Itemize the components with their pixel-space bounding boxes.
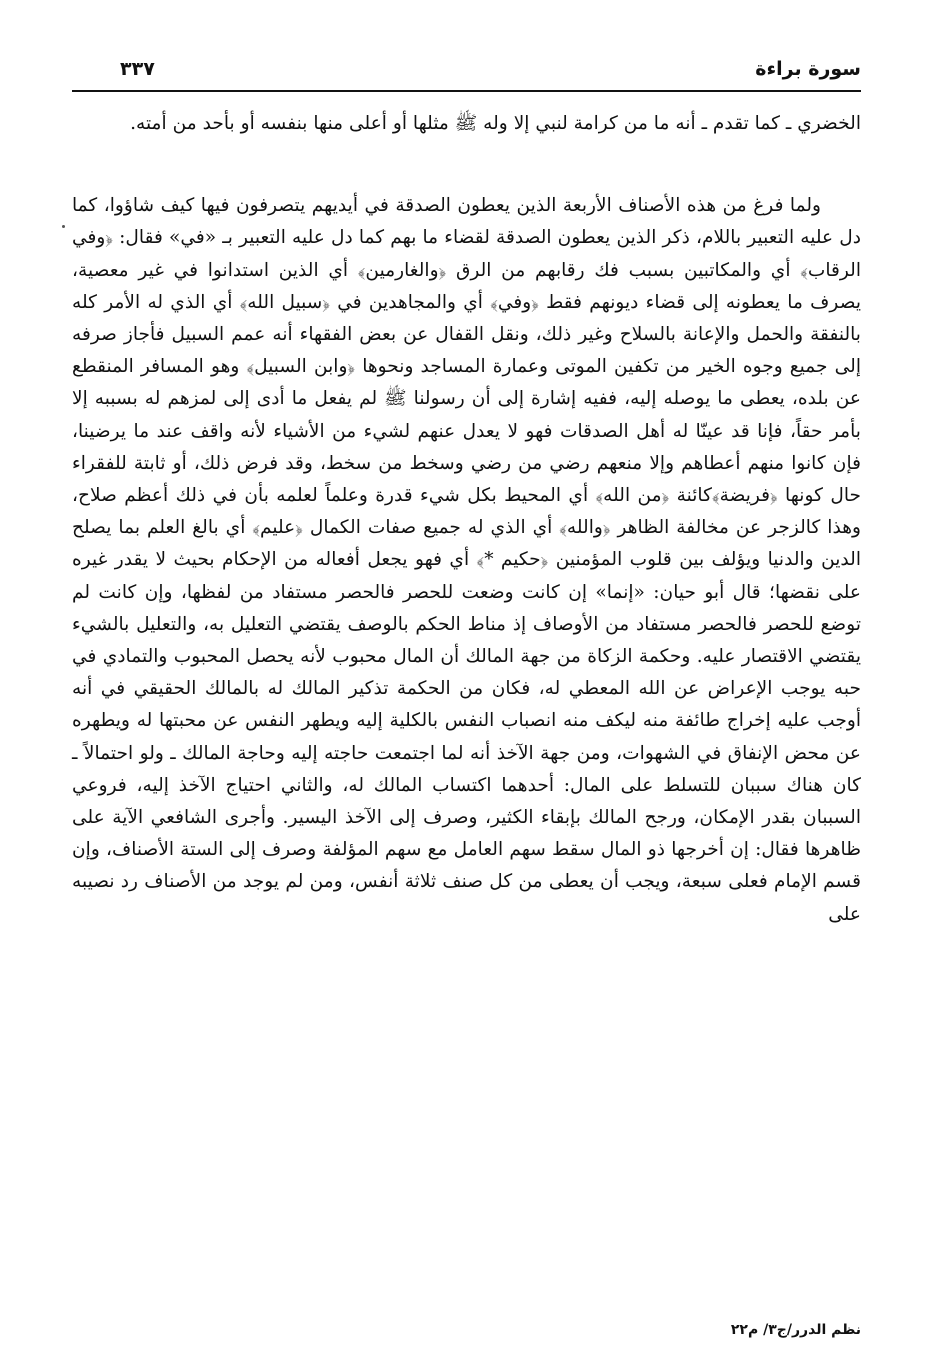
paragraph-2: ولما فرغ من هذه الأصناف الأربعة الذين يعطون الصدقة في أيديهم يتصرفون فيها كيف شاؤوا، كما دل عليه التعبير باللام، ذكر الذين يعطون الصدقة لقضاء ما بهم كما دل عليه التعبير بـ «في» فقال: ﴿وفي الرقاب﴾ أي والمكاتبين بسبب فك رقابهم من الرق ﴿والغارمين﴾ أي الذين استدانوا في غير معصية، يصرف ما يعطونه إلى قضاء ديونهم فقط ﴿وفي﴾ أي والمجاهدين في ﴿سبيل الله﴾ أي الذي له الأمر كله بالنفقة والحمل والإعانة بالسلاح وغير ذلك، ونقل القفال عن بعض الفقهاء أنه عمم السبيل فأجاز صرفه إلى جميع وجوه الخير من تكفين الموتى وعمارة المساجد ونحوها ﴿وابن السبيل﴾ وهو المسافر المنقطع عن بلده، يعطى ما يوصله إليه، ففيه إشارة إلى أن رسولنا ﷺ لم يفعل ما أدى إلى لمزهم له بسببه إلا بأمر حقاً، فإنا قد عينّا له أهل الصدقات فهو لا يعدل عنهم لشيء من الأشياء لأنه واقف عند ما يرضينا، فإن كانوا منهم أعطاهم وإلا منعهم رضي من رضي وسخط من سخط، وقد فرض ذلك، أو ثابتة للفقراء حال كونها ﴿فريضة﴾كائنة ﴿من الله﴾ أي المحيط بكل شيء قدرة وعلماً لعلمه بأن في ذلك أعظم صلاح، وهذا كالزجر عن مخالفة الظاهر ﴿والله﴾ أي الذي له جميع صفات الكمال ﴿عليم﴾ أي بالغ العلم بما يصلح الدين والدنيا ويؤلف بين قلوب المؤمنين ﴿حكيم *﴾ أي فهو يجعل أفعاله من الإحكام بحيث لا يقدر غيره على نقضها؛ قال أبو حيان: «إنما» إن كانت وضعت للحصر فالحصر مستفاد من لفظها، وإن كانت لم توضع للحصر فالحصر مستفاد من الأوصاف إذ مناط الحكم بالوصف يقتضي التعليل به، والتعليل بالشيء يقتضي الاقتصار عليه. وحكمة الزكاة من جهة المالك أن المال محبوب لأنه يحصل المحبوب والتمادي في حبه يوجب الإعراض عن الله المعطي له، فكان من الحكمة تذكير المالك له بالمالك الحقيقي في أنه أوجب عليه إخراج طائفة منه ليكف منه انصباب النفس بالكلية إليه ويطهر النفس عن محبتها له ويطهره عن محض الإنفاق في الشهوات، ومن جهة الآخذ أنه لما اجتمعت حاجته إليه وحاجة المالك ـ ولو احتمالاً ـ كان هناك سببان للتسلط على المال: أحدهما اكتساب المالك له، والثاني احتياج الآخذ إليه، فروعي السببان بقدر الإمكان، ورجح المالك بإبقاء الكثير، وصرف إلى الآخذ اليسير. وأجرى الشافعي الآية على ظاهرها فقال: إن أخرجها ذو المال سقط سهم العامل مع سهم المؤلفة وصرف إلى الستة الأصناف، وإن قسم الإمام فعلى سبعة، ويجب أن يعطى من كل صنف ثلاثة أنفس، ومن لم يوجد من الأصناف رد نصيبه على [72, 195, 861, 925]
running-header [120, 58, 861, 88]
margin-dot [62, 225, 65, 228]
page-number: ٣٣٧ [120, 58, 155, 80]
paragraph-1: الخضري ـ كما تقدم ـ أنه ما من كرامة لنبي إلا وله ﷺ مثلها أو أعلى منها بنفسه أو بأحد من أمته. [130, 113, 861, 134]
header-rule [72, 90, 861, 92]
footer-signature: نظم الدرر/ج٣/ م٢٢ [730, 1322, 861, 1338]
body-text [72, 108, 861, 931]
surah-title: سورة براءة [755, 58, 861, 80]
